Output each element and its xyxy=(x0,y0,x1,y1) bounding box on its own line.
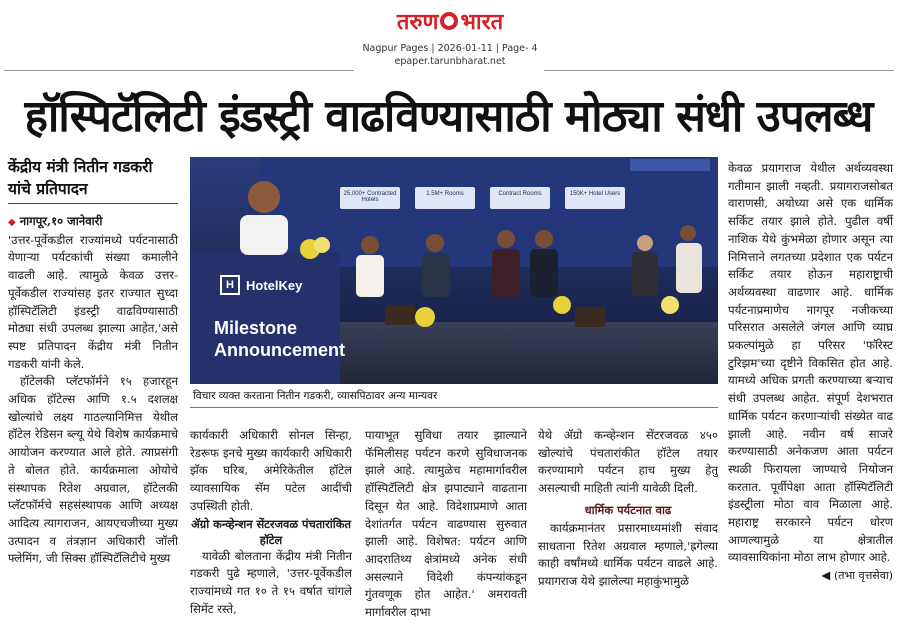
paragraph: यावेळी बोलताना केंद्रीय मंत्री नितीन गडकरी पुढे म्हणाले, 'उत्तर-पूर्वेकडील राज्यांमध्ये गत १० ते १५ वर्षात चांगले सिमेंट रस्ते, xyxy=(190,548,352,616)
screen-headline: Milestone Announcement xyxy=(214,318,346,360)
stat-tile: 25,000+ Contracted Hotels xyxy=(343,191,397,203)
hotelkey-logo-icon: H xyxy=(220,275,240,295)
arrow-icon: ◀ xyxy=(821,568,831,583)
bullet-diamond-icon: ◆ xyxy=(8,217,16,228)
signoff-line xyxy=(728,567,893,585)
masthead-divider-right xyxy=(544,70,894,71)
article-column-3 xyxy=(365,427,527,622)
paragraph: केवळ प्रयागराज येथील अर्थव्यवस्था गतीमान झाली नव्हती. प्रयागराजसोबत वाराणसी, अयोध्या असे एक धार्मिक सर्किट तयार झाले होते. पुढील वर्षी नाशिक येथे कुंभमेळा होणार असून त्या निमित्ताने लगतच्या प्रदेशात एक पर्यटन सर्किट तयार होऊन महाराष्ट्राची अर्थव्यवस्था वाढणार आहे. धार्मिक पर्यटनाप्रमाणेच नागपूर नजीकच्या परिसरात असलेले जंगल आणि व्याघ्र प्रकल्पांमुळे हा परिसर 'फॉरेस्ट टुरिझम'च्या दृष्टीने विकसित होत आहे. यामध्ये अधिक प्रगती करण्याच्या बऱ्याच संधी उपलब्ध आहेत. संपूर्ण देशभरात धार्मिक पर्यटन करणाऱ्यांची संख्येत वाढ झाली आहे. नवीन वर्ष साजरे करण्यासाठी अनेकजण आता पर्यटन स्थळी फिरायला जाण्याचे नियोजन करतात. पूर्वीपेक्षा आता हॉस्पिटॅलिटी इंडस्ट्रीला मोठा वाव मिळाला आहे. महाराष्ट्र सरकारने पर्यटन धोरण आणल्यामुळे या क्षेत्रातील व्यावसायिकांना मोठा लाभ होणार आहे. xyxy=(728,161,893,565)
masthead xyxy=(0,0,897,72)
photo-caption: विचार व्यक्त करताना नितीन गडकरी, व्यासपिठावर अन्य मान्यवर xyxy=(193,390,438,402)
logo-emblem-icon xyxy=(440,12,458,30)
section-subheading: धार्मिक पर्यटनात वाढ xyxy=(584,502,672,517)
masthead-divider-left xyxy=(4,70,354,71)
dateline-text: नागपूर,१० जानेवारी xyxy=(19,214,103,228)
article-headline: हॉस्पिटॅलिटी इंडस्ट्री वाढविण्यासाठी मोठ्या संधी उपलब्ध xyxy=(24,91,873,142)
paragraph: हॉटेलकी प्लॅटफॉर्मने १५ हजारहून अधिक हॉटेल्स आणि १.५ दशलक्ष खोल्यांचे लक्ष्य गाठल्यानिमित्त येथील हॉटेल रेडिसन ब्ल्यू येथे विशेष कार्यक्रमाचे आयोजन करण्यात आले होते. त्याप्रसंगी ते बोलत होते. कार्यक्रमाला ओयोचे संस्थापक रितेश अग्रवाल, हॉटेलकी प्लॅटफॉर्मचे सहसंस्थापक आणि अध्यक्ष आदित्य त्यागराजन, आयएचजीच्या मुख्य उत्पादन व तंत्रज्ञान अधिकारी जॉली फ्लेमिंग, जी सिक्स हॉस्पिटॅलिटीचे मुख्य xyxy=(8,374,178,566)
paragraph: 'उत्तर-पूर्वेकडील राज्यांमध्ये पर्यटनासाठी येणाऱ्या पर्यटकांची संख्या कमालीने वाढली आहे. त्यामुळे केवळ उत्तर-पूर्वेकडील राज्यांसह इतर राज्यात सुध्दा हॉस्पिटॅलिटी इंडस्ट्री वाढविण्यासाठी मोठ्या संधी उपलब्ध झाल्या आहेत,'असे स्पष्ट प्रतिपादन केंद्रीय मंत्री नितीन गडकरी यांनी केले. xyxy=(8,232,178,371)
article-column-5 xyxy=(728,160,893,585)
article-subheadline: केंद्रीय मंत्री नितीन गडकरी यांचे प्रतिपादन xyxy=(8,158,153,198)
logo-part-2: भारत xyxy=(460,10,504,35)
epaper-url[interactable]: epaper.tarunbharat.net xyxy=(394,56,506,67)
article-column-1 xyxy=(8,213,178,568)
dateline xyxy=(8,213,178,232)
section-subheading: ॲग्रो कन्व्हेन्शन सेंटरजवळ पंचतारांकित हॉटेल xyxy=(191,516,351,547)
article-column-4 xyxy=(538,427,718,591)
newspaper-logo[interactable] xyxy=(375,8,525,34)
paragraph: येथे ॲग्रो कन्व्हेन्शन सेंटरजवळ ४५० खोल्यांचे पंचतारांकीत हॉटेल तयार करण्यामागे पर्यटन हाच मुख्य हेतु असल्याची माहिती त्यांनी यावेळी दिली. xyxy=(538,428,718,496)
brand-name: HotelKey xyxy=(246,277,303,293)
logo-part-1: तरुण xyxy=(396,10,439,35)
stat-tile: 1.5M+ Rooms xyxy=(426,191,464,197)
paragraph: कार्यकारी अधिकारी सोनल सिन्हा, रेडरूफ इनचे मुख्य कार्यकारी अधिकारी झॅक घरिब, अमेरिकेतील हॉटेल व्यावसायिक सॅम पटेल आदींची उपस्थिती होती. xyxy=(190,428,352,513)
subheadline-divider xyxy=(8,203,178,204)
paragraph: कार्यक्रमानंतर प्रसारमाध्यमांशी संवाद साधताना रितेश अग्रवाल म्हणाले,'ह्रगेल्या काही वर्षांमध्ये धार्मिक पर्यटन वाढले आहे. प्रयागराज येथे झालेल्या महाकुंभामुळे xyxy=(538,520,718,588)
paragraph: पायाभूत सुविधा तयार झाल्याने फॅमिलीसह पर्यटन करणे सुविधाजनक झाले आहे. त्यामुळेच महामार्गावरील हॉस्पिटॅलिटी क्षेत्र झपाट्याने वाढताना दिसून येत आहे. विदेशाप्रमाणे आता देशांतर्गत पर्यटन वाढण्यास सुरुवात झाली आहे. विशेषत: पर्यटन आणि आदरातिथ्य क्षेत्रांमध्ये अनेक संधी असल्याने विदेशी कंपन्यांकडून गुंतवणूक होत आहेत.' अमरावती मार्गावरील दाभा xyxy=(365,428,527,620)
stat-tile: Contract Rooms xyxy=(498,191,542,197)
event-photo xyxy=(190,157,718,384)
article-column-2 xyxy=(190,427,352,618)
stat-tile: 150K+ Hotel Users xyxy=(569,191,621,197)
caption-divider xyxy=(190,407,718,408)
hotelkey-brand xyxy=(220,275,302,295)
edition-info: Nagpur Pages | 2026-01-11 | Page- 4 xyxy=(362,43,538,54)
signoff: (तभा वृत्तसेवा) xyxy=(833,569,893,583)
edition-meta xyxy=(300,42,600,68)
